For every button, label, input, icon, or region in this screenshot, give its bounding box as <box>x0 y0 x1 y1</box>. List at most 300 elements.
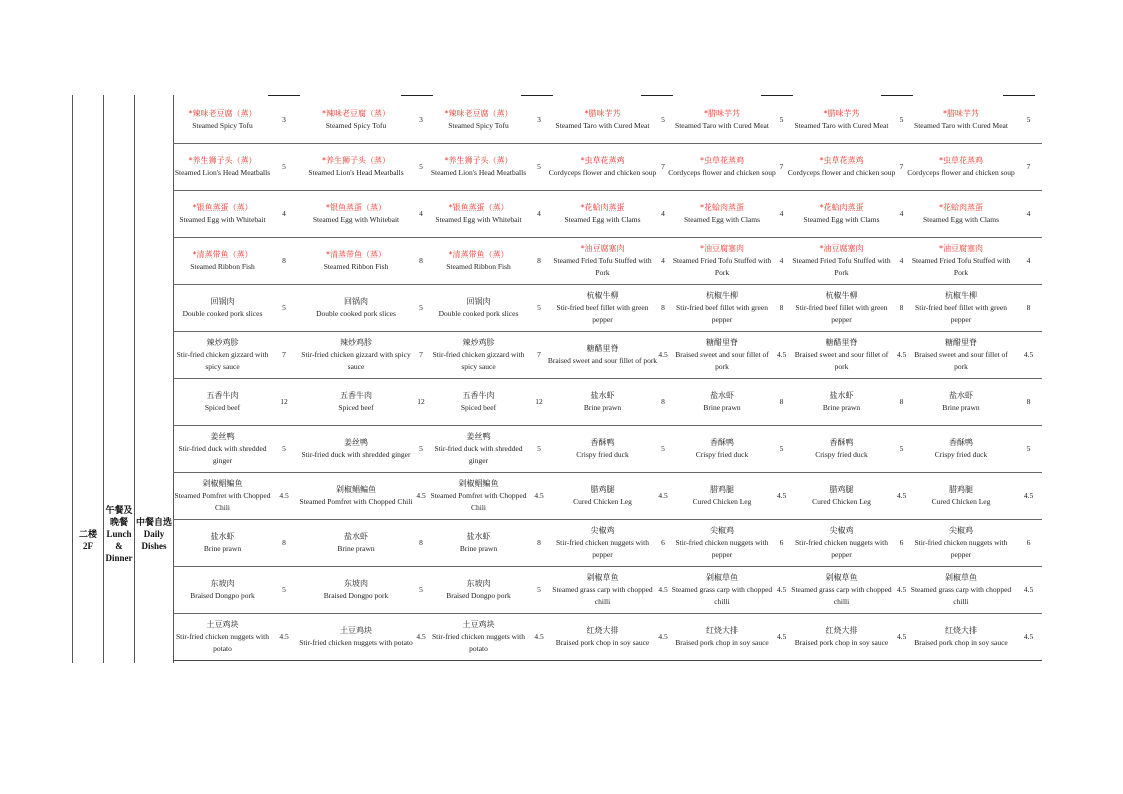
dish-price: 5 <box>658 426 668 473</box>
dish-name-zh: 盐水虾 <box>829 391 854 400</box>
dish-name-zh: 姜丝鸭 <box>344 438 368 447</box>
dish-cell <box>668 614 776 661</box>
dish-cell <box>296 332 416 379</box>
dish-name-zh: *辣味老豆腐（蒸） <box>188 109 257 118</box>
dish-cell <box>173 379 272 426</box>
dish-cell <box>668 144 776 191</box>
dish-name-zh: 盐水虾 <box>949 391 973 400</box>
dish-price: 8 <box>531 238 547 285</box>
dish-price: 4.5 <box>658 567 668 614</box>
dish-price: 4.5 <box>272 473 296 520</box>
dish-cell <box>907 97 1015 144</box>
dish-price: 8 <box>658 285 668 332</box>
dish-price: 4.5 <box>658 332 668 379</box>
dish-price: 4 <box>1015 191 1042 238</box>
dish-cell <box>547 567 658 614</box>
dish-price: 5 <box>272 426 296 473</box>
dish-name-en: Cured Chicken Leg <box>931 497 991 506</box>
dish-price: 4.5 <box>896 332 907 379</box>
dish-name-zh: *油豆腐塞肉 <box>939 244 983 253</box>
dish-name-zh: 香酥鸭 <box>590 438 615 447</box>
dish-name-en: Steamed Taro with Cured Meat <box>914 121 1008 130</box>
dish-price: 4.5 <box>776 567 787 614</box>
floor-label-en: 2F <box>83 541 93 551</box>
header-rule <box>521 95 553 96</box>
dish-name-en: Cured Chicken Leg <box>692 497 752 506</box>
dish-name-zh: *虫草花蒸鸡 <box>580 156 625 165</box>
dish-cell <box>547 144 658 191</box>
dish-name-zh: 尖椒鸡 <box>949 526 973 535</box>
dish-name-en: Stir-fried beef fillet with green pepper <box>676 303 768 324</box>
dish-price: 6 <box>1015 520 1042 567</box>
dish-name-en: Stir-fried chicken nuggets with pepper <box>914 538 1008 559</box>
dish-name-zh: 土豆鸡块 <box>206 620 239 629</box>
dish-name-zh: *虫草花蒸鸡 <box>939 156 983 165</box>
dish-cell <box>173 520 272 567</box>
dish-cell <box>668 285 776 332</box>
dish-name-zh: 腊鸡腿 <box>590 485 615 494</box>
dish-name-zh: 回锅肉 <box>466 297 491 306</box>
dish-price: 5 <box>272 144 296 191</box>
dish-name-en: Braised pork chop in soy sauce <box>675 638 769 647</box>
dish-name-zh: 辣炒鸡胗 <box>462 338 495 347</box>
dish-price: 6 <box>776 520 787 567</box>
dish-cell <box>173 191 272 238</box>
dish-name-en: Stir-fried chicken nuggets with potato <box>299 638 413 647</box>
dish-cell <box>787 473 896 520</box>
dish-price: 7 <box>416 332 426 379</box>
dish-name-zh: *虫草花蒸鸡 <box>819 156 864 165</box>
dish-name-zh: 糖醋里脊 <box>825 338 858 347</box>
dish-cell <box>547 97 658 144</box>
dish-name-zh: 尖椒鸡 <box>590 526 615 535</box>
dish-name-en: Steamed grass carp with chopped chilli <box>791 585 892 606</box>
dish-name-zh: 剁椒草鱼 <box>825 573 858 582</box>
dish-name-zh: 尖椒鸡 <box>829 526 854 535</box>
table-row <box>173 426 1042 473</box>
dish-name-en: Stir-fried duck with shredded ginger <box>434 444 523 465</box>
dish-cell <box>426 285 531 332</box>
dish-name-en: Braised sweet and sour fillet of pork <box>794 350 889 371</box>
dish-price: 4.5 <box>416 473 426 520</box>
header-rule <box>761 95 793 96</box>
dish-price: 7 <box>272 332 296 379</box>
dish-name-zh: *辣味老豆腐（蒸） <box>322 109 390 118</box>
dish-name-en: Spiced beef <box>338 403 374 412</box>
dish-name-zh: 尖椒鸡 <box>710 526 734 535</box>
dish-name-en: Steamed Pomfret with Chopped Chili <box>430 491 527 512</box>
dish-price: 4.5 <box>1015 567 1042 614</box>
dish-price: 4.5 <box>531 473 547 520</box>
dish-name-zh: 辣炒鸡胗 <box>206 338 239 347</box>
dish-cell <box>907 567 1015 614</box>
table-row <box>173 191 1042 238</box>
dish-price: 4.5 <box>776 473 787 520</box>
dish-cell <box>668 97 776 144</box>
dish-price: 4.5 <box>776 614 787 661</box>
dish-name-zh: 盐水虾 <box>210 532 235 541</box>
dish-cell <box>787 614 896 661</box>
dish-cell <box>547 332 658 379</box>
dish-name-zh: 剁椒鲳鳊鱼 <box>458 479 499 488</box>
dish-price: 7 <box>658 144 668 191</box>
dish-name-zh: 剁椒鲳鳊鱼 <box>336 485 376 494</box>
dish-price: 5 <box>896 426 907 473</box>
dish-cell <box>426 520 531 567</box>
dish-price: 5 <box>531 144 547 191</box>
dish-cell <box>787 97 896 144</box>
dish-name-zh: 土豆鸡块 <box>340 626 372 635</box>
table-row <box>173 144 1042 191</box>
dish-name-zh: 香酥鸭 <box>710 438 734 447</box>
dish-price: 4.5 <box>416 614 426 661</box>
dish-price: 6 <box>896 520 907 567</box>
dish-name-zh: 五香牛肉 <box>206 391 239 400</box>
dish-cell <box>426 332 531 379</box>
dish-name-zh: *腊味芋艿 <box>584 109 621 118</box>
dish-price: 5 <box>272 285 296 332</box>
dish-name-en: Steamed Egg with Whitebait <box>179 215 266 224</box>
header-rule <box>881 95 913 96</box>
dish-name-en: Steamed Egg with Clams <box>683 215 761 224</box>
table-row <box>173 473 1042 520</box>
dish-price: 4 <box>896 191 907 238</box>
dish-name-en: Steamed Lion's Head Meatballs <box>430 168 527 177</box>
dish-name-zh: *养生狮子头（蒸） <box>444 156 513 165</box>
menu-body <box>173 97 1042 661</box>
dish-price: 4 <box>658 191 668 238</box>
dish-price: 8 <box>896 379 907 426</box>
dish-cell <box>787 191 896 238</box>
dish-price: 8 <box>896 285 907 332</box>
dish-name-zh: *油豆腐塞肉 <box>580 244 625 253</box>
dish-name-en: Steamed Pomfret with Chopped Chili <box>299 497 413 506</box>
dish-name-en: Braised Dongpo pork <box>446 591 511 600</box>
dish-price: 4.5 <box>1015 473 1042 520</box>
dish-name-zh: *养生狮子头（蒸） <box>188 156 257 165</box>
dish-price: 12 <box>416 379 426 426</box>
dish-price: 4.5 <box>272 614 296 661</box>
dish-price: 5 <box>658 97 668 144</box>
dish-name-en: Brine prawn <box>203 544 242 553</box>
dish-name-zh: 香酥鸭 <box>949 438 973 447</box>
dish-price: 4 <box>776 191 787 238</box>
dish-price: 4.5 <box>1015 614 1042 661</box>
dish-price: 5 <box>531 567 547 614</box>
dish-name-zh: 回锅肉 <box>210 297 235 306</box>
dish-name-en: Stir-fried chicken nuggets with pepper <box>556 538 649 559</box>
dish-name-en: Stir-fried chicken nuggets with pepper <box>795 538 888 559</box>
dish-cell <box>547 426 658 473</box>
dish-name-en: Steamed Fried Tofu Stuffed with Pork <box>553 256 652 277</box>
dish-name-en: Steamed Egg with Clams <box>564 215 641 224</box>
dish-price: 4 <box>416 191 426 238</box>
dish-cell <box>426 191 531 238</box>
dish-name-en: Cordyceps flower and chicken soup <box>668 168 776 177</box>
dish-price: 5 <box>416 285 426 332</box>
dish-price: 8 <box>1015 285 1042 332</box>
dish-price: 5 <box>531 426 547 473</box>
dish-cell <box>426 473 531 520</box>
table-row <box>173 567 1042 614</box>
dish-cell <box>907 332 1015 379</box>
dish-name-en: Steamed Lion's Head Meatballs <box>174 168 271 177</box>
dish-cell <box>296 426 416 473</box>
dish-price: 7 <box>776 144 787 191</box>
dish-name-en: Steamed Egg with Whitebait <box>312 215 400 224</box>
dish-name-en: Steamed Lion's Head Meatballs <box>308 168 404 177</box>
dish-name-en: Double cooked pork slices <box>438 309 519 318</box>
dish-cell <box>547 614 658 661</box>
menu-table <box>173 97 1042 661</box>
dish-price: 5 <box>896 97 907 144</box>
dish-cell <box>426 426 531 473</box>
dish-cell <box>787 144 896 191</box>
dish-name-en: Crispy fried duck <box>934 450 988 459</box>
dish-name-en: Cured Chicken Leg <box>812 497 871 506</box>
dish-name-zh: 腊鸡腿 <box>829 485 854 494</box>
meal-label-en: Lunch & Dinner <box>105 529 133 563</box>
dish-cell <box>668 238 776 285</box>
dish-cell <box>907 473 1015 520</box>
dish-price: 5 <box>416 144 426 191</box>
dish-name-en: Steamed Spicy Tofu <box>192 121 253 130</box>
dish-price: 7 <box>1015 144 1042 191</box>
dish-price: 8 <box>776 379 787 426</box>
dish-name-en: Stir-fried chicken gizzard with spicy sauce <box>301 350 411 371</box>
dish-name-zh: 五香牛肉 <box>462 391 495 400</box>
dish-name-en: Spiced beef <box>204 403 241 412</box>
header-rule <box>1003 95 1035 96</box>
dish-name-en: Crispy fried duck <box>815 450 868 459</box>
table-row <box>173 614 1042 661</box>
dish-name-en: Crispy fried duck <box>695 450 749 459</box>
dish-price: 4 <box>531 191 547 238</box>
dish-name-zh: 腊鸡腿 <box>710 485 734 494</box>
dish-name-en: Stir-fried chicken gizzard with spicy sauce <box>432 350 525 371</box>
header-rule <box>268 95 300 96</box>
dish-name-zh: 辣炒鸡胗 <box>340 338 372 347</box>
dish-name-zh: 杭椒牛柳 <box>825 291 858 300</box>
dish-name-zh: 回锅肉 <box>344 297 368 306</box>
dish-cell <box>173 473 272 520</box>
dish-price: 4.5 <box>896 614 907 661</box>
dish-name-en: Crispy fried duck <box>576 450 629 459</box>
dish-cell <box>173 426 272 473</box>
dish-name-en: Stir-fried beef fillet with green pepper <box>795 303 888 324</box>
dish-name-en: Steamed Egg with Clams <box>803 215 880 224</box>
dish-cell <box>426 144 531 191</box>
dish-price: 4.5 <box>776 332 787 379</box>
dish-cell <box>173 285 272 332</box>
dish-name-zh: 杭椒牛柳 <box>945 291 977 300</box>
dish-name-zh: 盐水虾 <box>466 532 491 541</box>
dish-cell <box>907 144 1015 191</box>
dish-price: 8 <box>416 238 426 285</box>
dish-name-en: Steamed grass carp with chopped chilli <box>671 585 773 606</box>
dish-price: 5 <box>416 567 426 614</box>
dish-name-en: Stir-fried beef fillet with green pepper <box>915 303 1007 324</box>
dish-name-en: Cured Chicken Leg <box>573 497 632 506</box>
dish-price: 7 <box>896 144 907 191</box>
dish-cell <box>787 332 896 379</box>
dish-name-zh: *银鱼蒸蛋（蒸） <box>192 203 253 212</box>
dish-price: 8 <box>272 520 296 567</box>
dish-price: 7 <box>531 332 547 379</box>
dish-price: 8 <box>1015 379 1042 426</box>
dish-name-zh: *腊味芋艿 <box>704 109 740 118</box>
dish-cell <box>907 238 1015 285</box>
dish-name-en: Steamed Egg with Clams <box>922 215 1000 224</box>
dish-name-en: Steamed Egg with Whitebait <box>435 215 522 224</box>
header-rule <box>401 95 433 96</box>
dish-cell <box>296 144 416 191</box>
dish-name-en: Steamed Fried Tofu Stuffed with Pork <box>672 256 772 277</box>
dish-name-zh: 姜丝鸭 <box>466 432 491 441</box>
dish-name-en: Brine prawn <box>942 403 980 412</box>
dish-cell <box>426 614 531 661</box>
table-row <box>173 238 1042 285</box>
dish-name-zh: *银鱼蒸蛋（蒸） <box>448 203 509 212</box>
dish-cell <box>296 97 416 144</box>
header-rule <box>641 95 673 96</box>
dish-cell <box>907 614 1015 661</box>
dish-name-en: Brine prawn <box>822 403 861 412</box>
dish-cell <box>907 426 1015 473</box>
dish-name-en: Double cooked pork slices <box>182 309 263 318</box>
category-label <box>135 516 173 552</box>
dish-cell <box>173 144 272 191</box>
dish-price: 5 <box>272 567 296 614</box>
dish-name-zh: *花蛤肉蒸蛋 <box>700 203 744 212</box>
table-row <box>173 285 1042 332</box>
dish-name-zh: 盐水虾 <box>344 532 368 541</box>
dish-name-en: Steamed grass carp with chopped chilli <box>910 585 1012 606</box>
dish-cell <box>173 614 272 661</box>
meal-label <box>104 504 134 564</box>
dish-name-en: Stir-fried beef fillet with green pepper <box>556 303 649 324</box>
dish-name-en: Stir-fried chicken gizzard with spicy sauce <box>176 350 269 371</box>
dish-price: 5 <box>416 426 426 473</box>
dish-name-en: Steamed Spicy Tofu <box>325 121 387 130</box>
dish-name-en: Braised Dongpo pork <box>190 591 255 600</box>
dish-name-zh: 香酥鸭 <box>829 438 854 447</box>
dish-cell <box>907 285 1015 332</box>
dish-name-en: Braised sweet and sour fillet of pork <box>675 350 769 371</box>
table-row <box>173 97 1042 144</box>
dish-name-en: Brine prawn <box>583 403 622 412</box>
dish-cell <box>668 426 776 473</box>
category-label-zh: 中餐自选 <box>135 517 172 527</box>
dish-cell <box>787 285 896 332</box>
dish-name-en: Steamed Ribbon Fish <box>190 262 255 271</box>
dish-price: 3 <box>531 97 547 144</box>
dish-name-zh: 红烧大排 <box>706 626 738 635</box>
dish-name-zh: 红烧大排 <box>586 626 619 635</box>
dish-cell <box>547 238 658 285</box>
dish-name-en: Stir-fried duck with shredded ginger <box>301 450 411 459</box>
table-row <box>173 520 1042 567</box>
dish-name-en: Braised pork chop in soy sauce <box>555 638 650 647</box>
dish-cell <box>173 238 272 285</box>
dish-name-zh: *花蛤肉蒸蛋 <box>819 203 864 212</box>
dish-price: 4.5 <box>531 614 547 661</box>
dish-price: 3 <box>416 97 426 144</box>
dish-cell <box>296 191 416 238</box>
dish-name-zh: 姜丝鸭 <box>210 432 235 441</box>
table-row <box>173 379 1042 426</box>
floor-column-divider <box>103 95 104 663</box>
dish-price: 5 <box>776 97 787 144</box>
dish-name-zh: *养生狮子头（蒸） <box>322 156 390 165</box>
dish-cell <box>787 426 896 473</box>
dish-name-zh: *花蛤肉蒸蛋 <box>939 203 983 212</box>
dish-cell <box>668 332 776 379</box>
dish-name-en: Stir-fried chicken nuggets with potato <box>176 632 269 653</box>
meal-label-zh: 午餐及晚餐 <box>105 505 133 527</box>
dish-price: 4 <box>896 238 907 285</box>
dish-name-zh: *银鱼蒸蛋（蒸） <box>326 203 386 212</box>
left-border-line <box>72 95 73 663</box>
dish-cell <box>426 238 531 285</box>
dish-price: 5 <box>1015 97 1042 144</box>
dish-name-en: Braised pork chop in soy sauce <box>914 638 1008 647</box>
dish-name-zh: *清蒸带鱼（蒸） <box>326 250 386 259</box>
dish-name-en: Steamed Pomfret with Chopped Chili <box>174 491 271 512</box>
dish-cell <box>668 520 776 567</box>
dish-cell <box>296 379 416 426</box>
category-label-en: Daily Dishes <box>141 529 167 551</box>
dish-name-en: Braised sweet and sour fillet of pork <box>914 350 1008 371</box>
dish-name-en: Cordyceps flower and chicken soup <box>548 168 657 177</box>
dish-cell <box>547 520 658 567</box>
dish-name-en: Steamed Fried Tofu Stuffed with Pork <box>792 256 891 277</box>
dish-cell <box>296 473 416 520</box>
dish-name-zh: *清蒸带鱼（蒸） <box>448 250 509 259</box>
dish-name-en: Steamed Taro with Cured Meat <box>794 121 889 130</box>
dish-cell <box>907 379 1015 426</box>
dish-name-en: Steamed Taro with Cured Meat <box>555 121 650 130</box>
dish-name-zh: *腊味芋艿 <box>943 109 979 118</box>
table-row <box>173 332 1042 379</box>
dish-name-zh: 红烧大排 <box>825 626 858 635</box>
dish-cell <box>173 332 272 379</box>
dish-name-en: Stir-fried chicken nuggets with potato <box>432 632 525 653</box>
dish-cell <box>426 97 531 144</box>
dish-name-zh: 盐水虾 <box>590 391 615 400</box>
dish-price: 8 <box>272 238 296 285</box>
dish-price: 6 <box>658 520 668 567</box>
dish-name-zh: 东坡肉 <box>466 579 491 588</box>
dish-cell <box>668 473 776 520</box>
dish-cell <box>907 520 1015 567</box>
dish-price: 5 <box>1015 426 1042 473</box>
dish-name-zh: *辣味老豆腐（蒸） <box>444 109 513 118</box>
dish-name-en: Stir-fried duck with shredded ginger <box>178 444 267 465</box>
dish-price: 3 <box>272 97 296 144</box>
dish-name-zh: 盐水虾 <box>710 391 734 400</box>
dish-price: 8 <box>776 285 787 332</box>
dish-name-en: Brine prawn <box>337 544 375 553</box>
dish-price: 4 <box>776 238 787 285</box>
dish-cell <box>296 238 416 285</box>
dish-price: 4 <box>272 191 296 238</box>
dish-name-zh: *油豆腐塞肉 <box>700 244 744 253</box>
dish-cell <box>787 379 896 426</box>
dish-name-en: Braised Dongpo pork <box>323 591 389 600</box>
dish-price: 8 <box>416 520 426 567</box>
dish-price: 8 <box>658 379 668 426</box>
